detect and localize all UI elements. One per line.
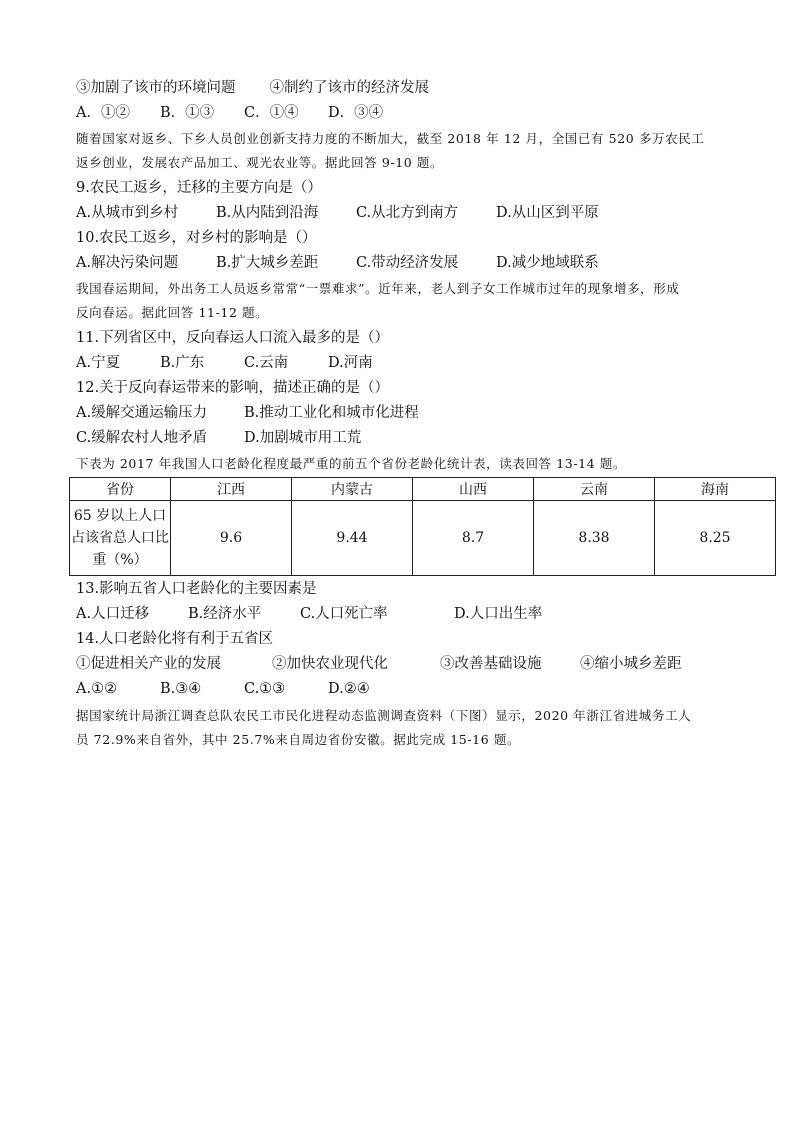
option-4: ④制约了该市的经济发展 xyxy=(269,80,429,96)
value-jiangxi: 9.6 xyxy=(171,501,292,576)
question-11: 11.下列省区中，反向春运人口流入最多的是（） xyxy=(76,330,390,346)
answer-options-13 xyxy=(76,604,542,624)
answer-b: B.③④ xyxy=(160,681,202,697)
option-3: ③加剧了该市的环境问题 xyxy=(76,80,236,96)
answer-d: D．③④ xyxy=(328,105,384,121)
answer-c: C.①③ xyxy=(244,681,286,697)
answer-options-11 xyxy=(76,353,373,373)
answer-c: C.缓解农村人地矛盾 xyxy=(76,430,208,446)
answer-d: D.减少地域联系 xyxy=(496,255,599,271)
passage-4-line-1: 据国家统计局浙江调查总队农民工市民化进程动态监测调查资料（下图）显示，2020 年浙江省进城务工人 xyxy=(76,708,692,723)
passage-4-line-2: 员 72.9%来自省外，其中 25.7%来自周边省份安徽。据此完成 15-16 题。 xyxy=(76,732,521,747)
aging-stats-table xyxy=(69,477,776,576)
statement-3: ③改善基础设施 xyxy=(440,656,542,672)
header-province: 省份 xyxy=(70,478,171,501)
answer-options-9 xyxy=(76,203,599,223)
answer-options-10 xyxy=(76,253,599,273)
answer-d: D.从山区到平原 xyxy=(496,205,599,221)
answer-b: B.经济水平 xyxy=(188,606,262,622)
row-label xyxy=(70,501,171,576)
header-hainan: 海南 xyxy=(655,478,776,501)
row-label-line: 65 岁以上人口 xyxy=(73,508,167,524)
passage-1-line-1: 随着国家对返乡、下乡人员创业创新支持力度的不断加大，截至 2018 年 12 月，全国已有 520 多万农民工 xyxy=(76,131,705,146)
answer-b: B.广东 xyxy=(160,355,205,371)
answer-a: A.人口迁移 xyxy=(76,606,150,622)
header-yunnan: 云南 xyxy=(534,478,655,501)
answer-b: B.从内陆到沿海 xyxy=(216,205,319,221)
answer-b: B．①③ xyxy=(160,105,215,121)
table-header-row xyxy=(70,478,776,501)
answer-a: A.宁夏 xyxy=(76,355,121,371)
answer-d: D.人口出生率 xyxy=(454,606,543,622)
answer-d: D.②④ xyxy=(328,681,370,697)
statements-14 xyxy=(76,654,682,674)
answer-options-12-cd xyxy=(76,428,361,448)
value-neimenggu: 9.44 xyxy=(292,501,413,576)
question-13: 13.影响五省人口老龄化的主要因素是 xyxy=(76,581,317,597)
question-14: 14.人口老龄化将有利于五省区 xyxy=(76,631,274,647)
answer-b: B.推动工业化和城市化进程 xyxy=(244,405,419,421)
answer-b: B.扩大城乡差距 xyxy=(216,255,319,271)
answer-a: A．①② xyxy=(76,105,130,121)
value-hainan: 8.25 xyxy=(655,501,776,576)
statement-4: ④缩小城乡差距 xyxy=(580,656,682,672)
answer-options-14 xyxy=(76,679,370,699)
passage-3: 下表为 2017 年我国人口老龄化程度最严重的前五个省份老龄化统计表，读表回答 13-14 题。 xyxy=(76,456,627,471)
value-yunnan: 8.38 xyxy=(534,501,655,576)
passage-1-line-2: 返乡创业，发展农产品加工、观光农业等。据此回答 9-10 题。 xyxy=(76,155,444,170)
answer-c: C.人口死亡率 xyxy=(300,606,388,622)
passage-2-line-1: 我国春运期间，外出务工人员返乡常常“一票难求”。近年来，老人到子女工作城市过年的现象增多，形成 xyxy=(76,281,680,296)
row-label-line: 占该省总人口比 xyxy=(71,530,169,546)
answer-options-12-ab xyxy=(76,403,419,423)
table-row xyxy=(70,501,776,576)
answer-a: A.从城市到乡村 xyxy=(76,205,179,221)
question-10: 10.农民工返乡，对乡村的影响是（） xyxy=(76,230,317,246)
question-9: 9.农民工返乡，迁移的主要方向是（） xyxy=(76,180,322,196)
answer-a: A.解决污染问题 xyxy=(76,255,179,271)
answer-options-8 xyxy=(76,103,383,123)
passage-2-line-2: 反向春运。据此回答 11-12 题。 xyxy=(76,305,269,320)
option-line-3-4 xyxy=(76,78,429,98)
answer-c: C.从北方到南方 xyxy=(356,205,459,221)
answer-d: D.河南 xyxy=(328,355,373,371)
answer-a: A.缓解交通运输压力 xyxy=(76,405,208,421)
value-shanxi: 8.7 xyxy=(413,501,534,576)
statement-2: ②加快农业现代化 xyxy=(272,656,388,672)
answer-d: D.加剧城市用工荒 xyxy=(244,430,362,446)
answer-c: C．①④ xyxy=(244,105,299,121)
question-12: 12.关于反向春运带来的影响，描述正确的是（） xyxy=(76,380,390,396)
answer-c: C.云南 xyxy=(244,355,289,371)
answer-a: A.①② xyxy=(76,681,118,697)
row-label-line: 重（%） xyxy=(92,552,148,568)
header-shanxi: 山西 xyxy=(413,478,534,501)
answer-c: C.带动经济发展 xyxy=(356,255,459,271)
header-jiangxi: 江西 xyxy=(171,478,292,501)
header-neimenggu: 内蒙古 xyxy=(292,478,413,501)
statement-1: ①促进相关产业的发展 xyxy=(76,656,221,672)
